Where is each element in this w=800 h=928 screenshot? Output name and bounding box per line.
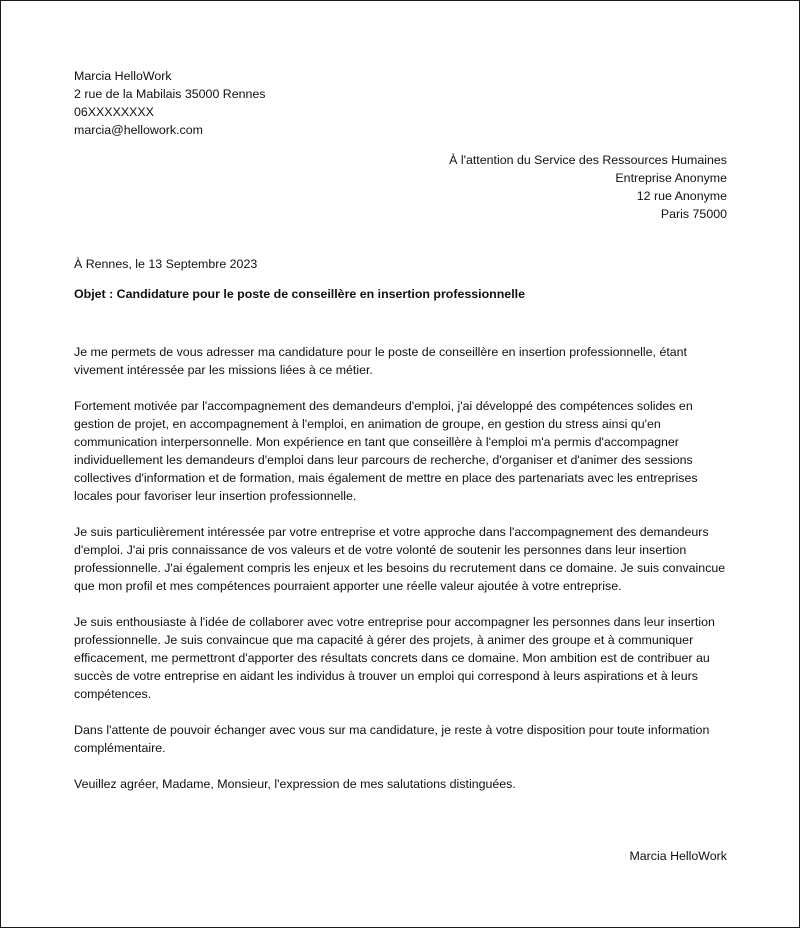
recipient-attention: À l'attention du Service des Ressources Humaines bbox=[449, 153, 727, 167]
sender-address: 2 rue de la Mabilais 35000 Rennes bbox=[74, 87, 266, 101]
letter-body bbox=[74, 343, 728, 811]
recipient-company: Entreprise Anonyme bbox=[615, 171, 727, 185]
body-paragraph: Je suis particulièrement intéressée par votre entreprise et votre approche dans l'accompagnement des demandeurs d'emploi. J'ai pris connaissance de vos valeurs et de votre volonté de soutenir les personnes dans leur insertion professionnelle. J'ai également compris les enjeux et les besoins du recrutement dans ce domaine. Je suis convaincue que mon profil et mes compétences pourraient apporter une réelle valeur ajoutée à votre entreprise. bbox=[74, 525, 726, 593]
sender-phone: 06XXXXXXXX bbox=[74, 105, 154, 119]
signature: Marcia HelloWork bbox=[629, 849, 727, 863]
closing-paragraph: Veuillez agréer, Madame, Monsieur, l'expression de mes salutations distinguées. bbox=[74, 777, 516, 791]
body-paragraph: Je suis enthousiaste à l'idée de collaborer avec votre entreprise pour accompagner les personnes dans leur insertion professionnelle. Je suis convaincue que ma capacité à gérer des projets, à animer des groupe et à communiquer efficacement, me permettront d'apporter des résultats concrets dans ce domaine. Mon ambition est de contribuer au succès de votre entreprise en aidant les individus à trouver un emploi qui correspond à leurs aspirations et à leurs compétences. bbox=[74, 615, 715, 701]
date-line: À Rennes, le 13 Septembre 2023 bbox=[74, 257, 258, 271]
recipient-block bbox=[449, 151, 727, 223]
recipient-city: Paris 75000 bbox=[660, 207, 727, 221]
subject-line: Objet : Candidature pour le poste de conseillère en insertion professionnelle bbox=[74, 287, 525, 301]
body-paragraph: Je me permets de vous adresser ma candidature pour le poste de conseillère en insertion professionnelle, étant vivement intéressée par les missions liées à ce métier. bbox=[74, 345, 687, 377]
body-paragraph: Dans l'attente de pouvoir échanger avec vous sur ma candidature, je reste à votre disposition pour toute information complémentaire. bbox=[74, 723, 710, 755]
sender-email: marcia@hellowork.com bbox=[74, 123, 203, 137]
sender-name: Marcia HelloWork bbox=[74, 69, 172, 83]
body-paragraph: Fortement motivée par l'accompagnement des demandeurs d'emploi, j'ai développé des compétences solides en gestion de projet, en accompagnement à l'emploi, en animation de groupe, en gestion du stress ainsi qu'en communication interpersonnelle. Mon expérience en tant que conseillère à l'emploi m'a permis d'accompagner individuellement les demandeurs d'emploi dans leur parcours de recherche, d'organiser et d'animer des sessions collectives d'information et de formation, mais également de mettre en place des partenariats avec les entreprises locales pour favoriser leur insertion professionnelle. bbox=[74, 399, 698, 503]
recipient-street: 12 rue Anonyme bbox=[636, 189, 727, 203]
sender-block bbox=[74, 67, 266, 139]
